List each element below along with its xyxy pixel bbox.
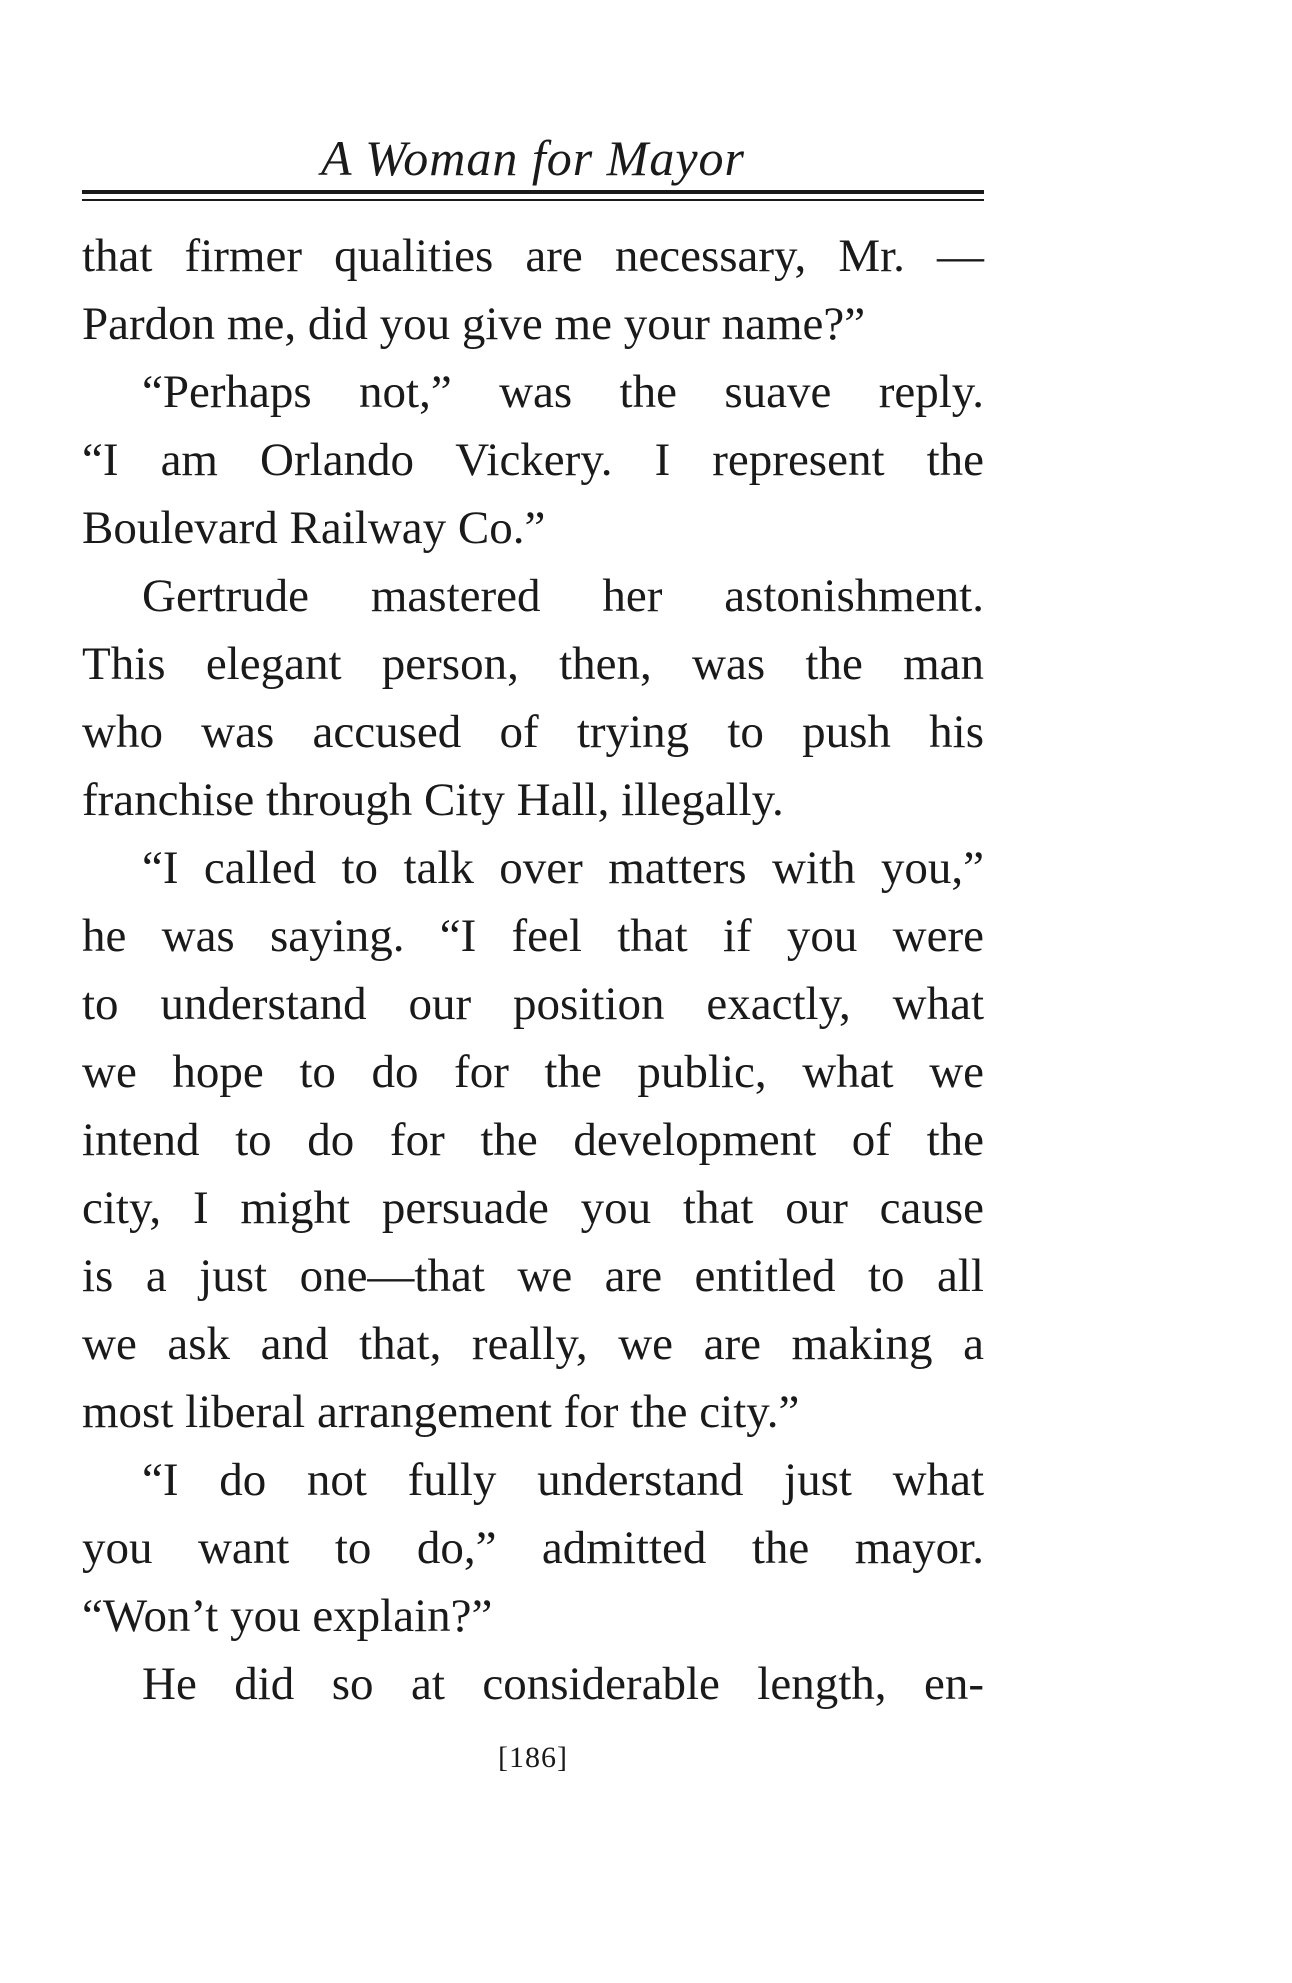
- text-line: Boulevard Railway Co.”: [82, 502, 546, 554]
- text-line: that firmer qualities are necessary, Mr. —: [82, 230, 984, 282]
- text-line: Gertrude mastered her astonishment.: [142, 570, 984, 622]
- text-line: Pardon me, did you give me your name?”: [82, 298, 866, 350]
- header-rule-thick: [82, 190, 984, 194]
- page-number: [186]: [498, 1741, 568, 1774]
- text-line: This elegant person, then, was the man: [82, 638, 984, 690]
- text-line: we ask and that, really, we are making a: [82, 1318, 984, 1370]
- text-line: we hope to do for the public, what we: [82, 1046, 984, 1098]
- header-rule-thin: [82, 199, 984, 201]
- running-head: A Woman for Mayor: [321, 130, 745, 186]
- text-line: you want to do,” admitted the mayor.: [82, 1522, 984, 1574]
- text-line: “I do not fully understand just what: [142, 1454, 984, 1506]
- text-line: “Perhaps not,” was the suave reply.: [142, 366, 984, 418]
- text-line: is a just one—that we are entitled to all: [82, 1250, 984, 1302]
- text-line: “I called to talk over matters with you,”: [142, 842, 984, 894]
- text-line: He did so at considerable length, en-: [142, 1658, 984, 1710]
- text-line: intend to do for the development of the: [82, 1114, 984, 1166]
- text-line: to understand our position exactly, what: [82, 978, 984, 1030]
- text-line: “Won’t you explain?”: [82, 1590, 493, 1642]
- text-line: who was accused of trying to push his: [82, 706, 984, 758]
- text-line: franchise through City Hall, illegally.: [82, 774, 784, 826]
- text-line: “I am Orlando Vickery. I represent the: [82, 434, 984, 486]
- text-line: he was saying. “I feel that if you were: [82, 910, 984, 962]
- text-line: most liberal arrangement for the city.”: [82, 1386, 800, 1438]
- body-text: [82, 222, 984, 1718]
- text-line: city, I might persuade you that our cause: [82, 1182, 984, 1234]
